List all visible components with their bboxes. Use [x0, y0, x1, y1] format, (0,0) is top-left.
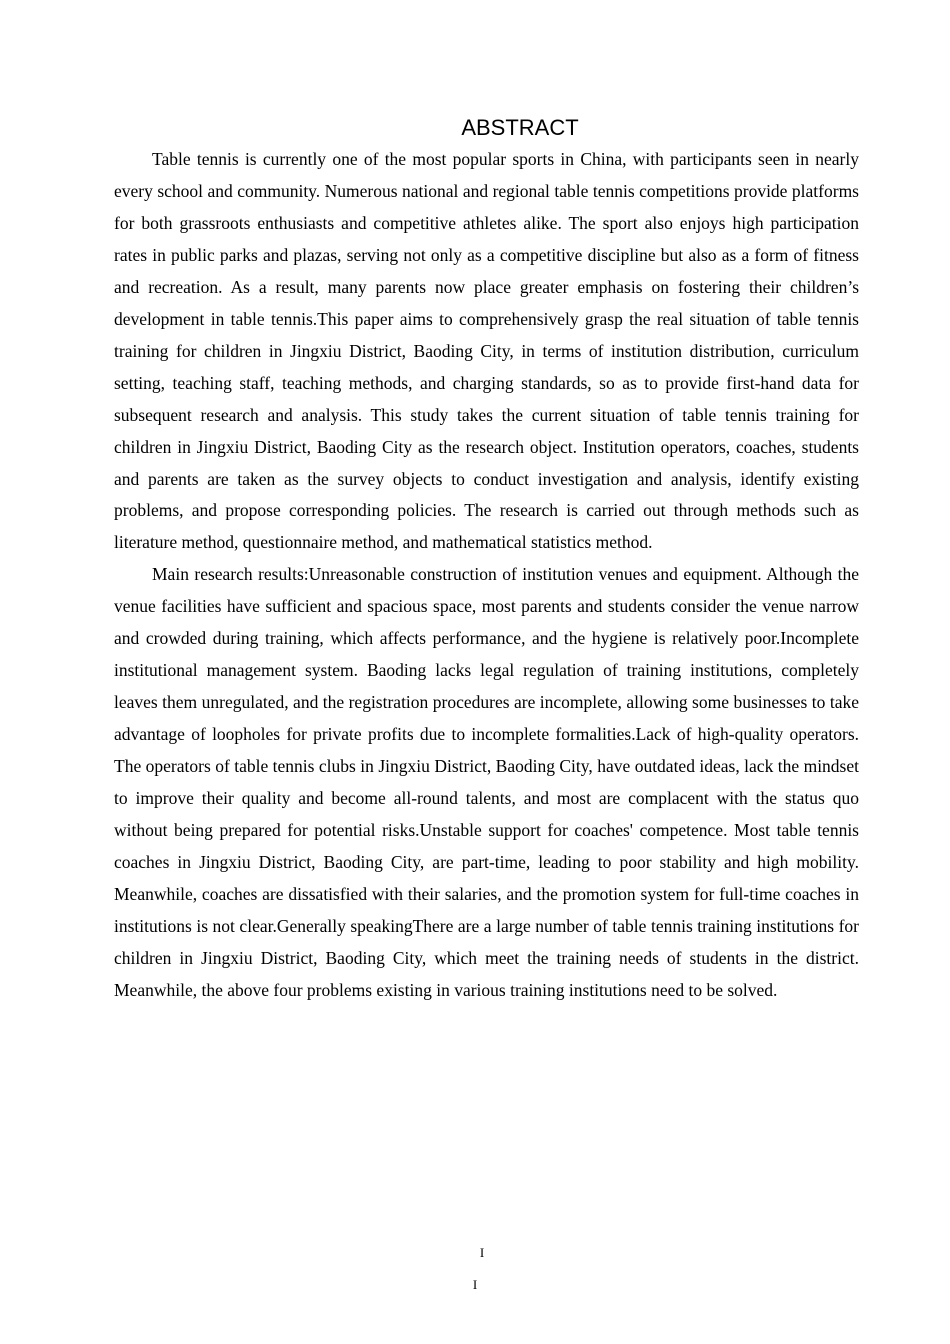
page-number-roman: I	[479, 1245, 485, 1260]
abstract-paragraph-1: Table tennis is currently one of the most popular sports in China, with participants seen in nearly every school and community. Numerous national and regional table tennis competitions provide platforms for both grassroots enthusiasts and competitive athletes alike. The sport also enjoys high participation rates in public parks and plazas, serving not only as a competitive discipline but also as a form of fitness and recreation. As a result, many parents now place greater emphasis on fostering their children’s development in table tennis.This paper aims to comprehensively grasp the real situation of table tennis training for children in Jingxiu District, Baoding City, in terms of institution distribution, curriculum setting, teaching staff, teaching methods, and charging standards, so as to provide first-hand data for subsequent research and analysis. This study takes the current situation of table tennis training for children in Jingxiu District, Baoding City as the research object. Institution operators, coaches, students and parents are taken as the survey objects to conduct investigation and analysis, identify existing problems, and propose corresponding policies. The research is carried out through methods such as literature method, questionnaire method, and mathematical statistics method.	[114, 149, 859, 553]
page-number-footer: I	[472, 1277, 478, 1292]
abstract-title: ABSTRACT	[461, 115, 579, 140]
abstract-paragraph-2: Main research results:Unreasonable construction of institution venues and equipment. Although the venue facilities have sufficient and spacious space, most parents and students consider the venue narrow and crowded during training, which affects performance, and the hygiene is relatively poor.Incomplete institutional management system. Baoding lacks legal regulation of training institutions, completely leaves them unregulated, and the registration procedures are incomplete, allowing some businesses to take advantage of loopholes for private profits due to incomplete formalities.Lack of high-quality operators. The operators of table tennis clubs in Jingxiu District, Baoding City, have outdated ideas, lack the mindset to improve their quality and become all-round talents, and most are complacent with the status quo without being prepared for potential risks.Unstable support for coaches' competence. Most table tennis coaches in Jingxiu District, Baoding City, are part-time, leading to poor stability and high mobility. Meanwhile, coaches are dissatisfied with their salaries, and the promotion system for full-time coaches in institutions is not clear.Generally speakingThere are a large number of table tennis training institutions for children in Jingxiu District, Baoding City, which meet the training needs of students in the district. Meanwhile, the above four problems existing in various training institutions need to be solved.	[114, 564, 859, 1000]
abstract-body	[114, 144, 859, 1007]
